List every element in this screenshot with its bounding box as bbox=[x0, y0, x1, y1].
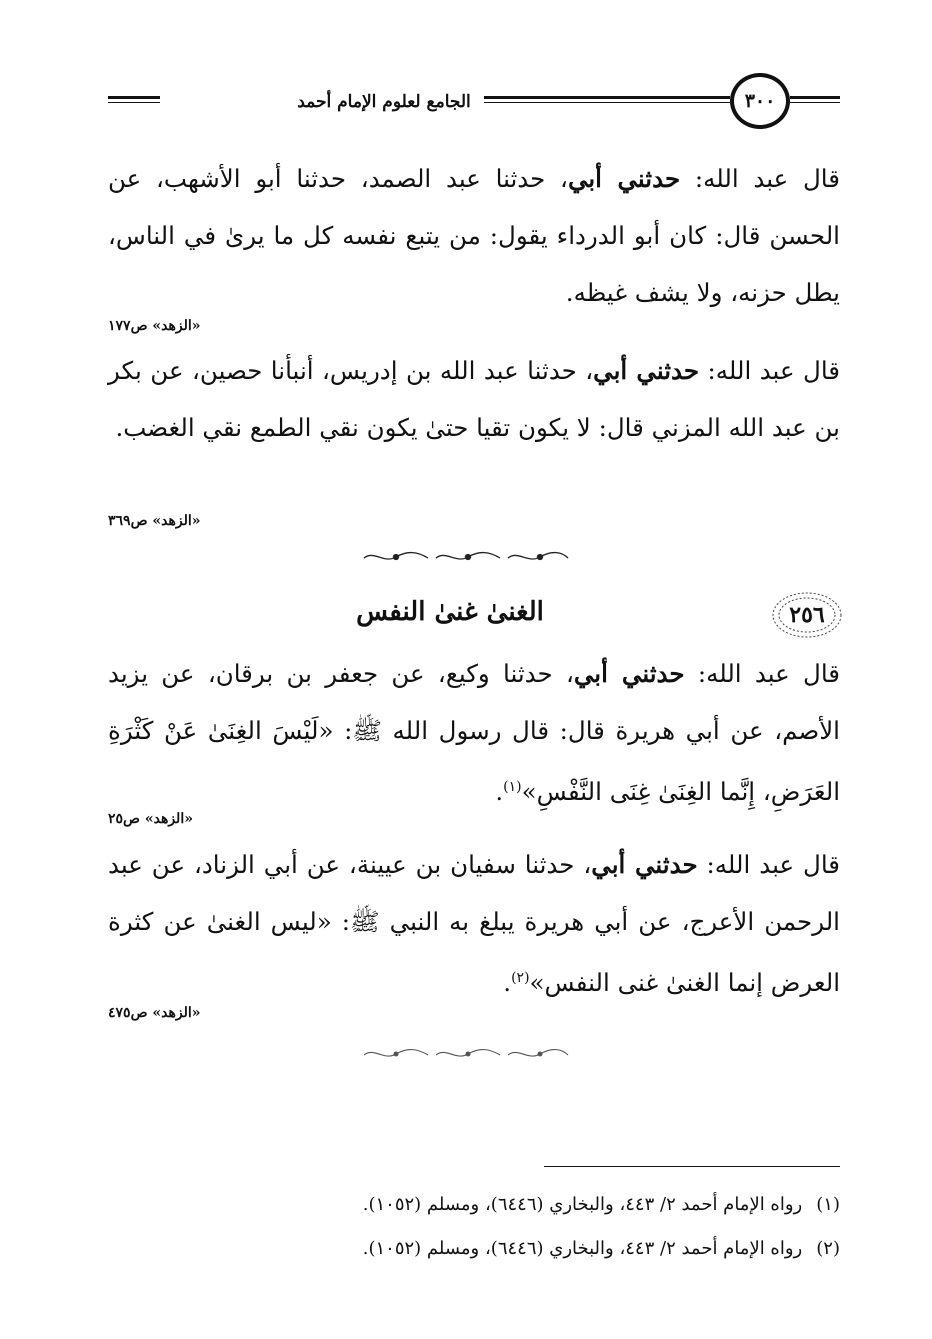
narration-paragraph bbox=[108, 645, 840, 820]
footnote bbox=[108, 1192, 840, 1218]
page-number: ٣٠٠ bbox=[730, 73, 790, 129]
narration-chain-bold: حدثني أبي bbox=[567, 164, 681, 193]
footnote-text: رواه الإمام أحمد ٢/ ٤٤٣، والبخاري (٦٤٤٦)، ومسلم (١٠٥٢). bbox=[362, 1238, 803, 1259]
narration-chain-bold: حدثني أبي bbox=[593, 356, 700, 385]
narration-intro: قال عبد الله: bbox=[699, 356, 840, 385]
narration-text: ، حدثنا سفيان بن عيينة، عن أبي الزناد، عن عبد الرحمن الأعرج، عن أبي هريرة يبلغ به النبي ﷺ: «ليس الغنىٰ عن كثرة العرض إنما الغنىٰ غنى النفس» bbox=[108, 850, 840, 998]
narration-intro: قال عبد الله: bbox=[680, 164, 840, 193]
narration-chain-bold: حدثني أبي bbox=[573, 659, 685, 688]
footnote bbox=[108, 1236, 840, 1262]
narration-intro: قال عبد الله: bbox=[684, 659, 840, 688]
header-rule-middle bbox=[484, 96, 730, 103]
footnote-separator bbox=[544, 1166, 840, 1167]
period: . bbox=[495, 777, 504, 807]
narration-text: ، حدثنا وكيع، عن جعفر بن برقان، عن يزيد الأصم، عن أبي هريرة قال: قال رسول الله ﷺ: «لَيْسَ الغِنَىٰ عَنْ كَثْرَةِ العَرَضِ، إِنَّما الغِنَىٰ غِنَى النَّفْسِ» bbox=[108, 659, 840, 807]
period: . bbox=[503, 968, 512, 998]
narration-paragraph bbox=[108, 342, 840, 456]
ornament-divider bbox=[360, 1047, 572, 1061]
running-header bbox=[108, 70, 840, 132]
source-reference: «الزهد» ص٤٧٥ bbox=[108, 1005, 201, 1021]
narration-paragraph bbox=[108, 150, 840, 321]
narration-text: ، حدثنا عبد الله بن إدريس، أنبأنا حصين، عن بكر بن عبد الله المزني قال: لا يكون تقيا حتىٰ يكون نقي الطمع نقي الغضب. bbox=[108, 356, 840, 442]
section-title: الغنىٰ غنىٰ النفس bbox=[356, 597, 544, 627]
footnote-marker: (١) bbox=[503, 779, 522, 795]
source-reference: «الزهد» ص٢٥ bbox=[108, 811, 193, 827]
narration-chain-bold: حدثني أبي bbox=[591, 850, 698, 879]
footnote-marker: (٢) bbox=[511, 970, 530, 986]
footnote-number: (١) bbox=[816, 1194, 840, 1215]
narration-text: ، حدثنا عبد الصمد، حدثنا أبو الأشهب، عن الحسن قال: كان أبو الدرداء يقول: من يتبع نفسه كل ما يرىٰ في الناس، يطل حزنه، ولا يشف غيظه. bbox=[108, 164, 840, 307]
narration-intro: قال عبد الله: bbox=[697, 850, 840, 879]
section-number-badge bbox=[770, 590, 844, 640]
book-title: الجامع لعلوم الإمام أحمد bbox=[297, 92, 471, 112]
header-rule-left bbox=[108, 96, 160, 103]
footnote-text: رواه الإمام أحمد ٢/ ٤٤٣، والبخاري (٦٤٤٦)، ومسلم (١٠٥٢). bbox=[362, 1194, 803, 1215]
section-number: ٢٥٦ bbox=[789, 602, 825, 628]
footnote-number: (٢) bbox=[816, 1238, 840, 1259]
source-reference: «الزهد» ص١٧٧ bbox=[108, 318, 201, 334]
source-reference: «الزهد» ص٣٦٩ bbox=[108, 513, 201, 529]
narration-paragraph bbox=[108, 836, 840, 1011]
ornament-divider bbox=[360, 550, 572, 564]
header-rule-right bbox=[790, 96, 840, 103]
